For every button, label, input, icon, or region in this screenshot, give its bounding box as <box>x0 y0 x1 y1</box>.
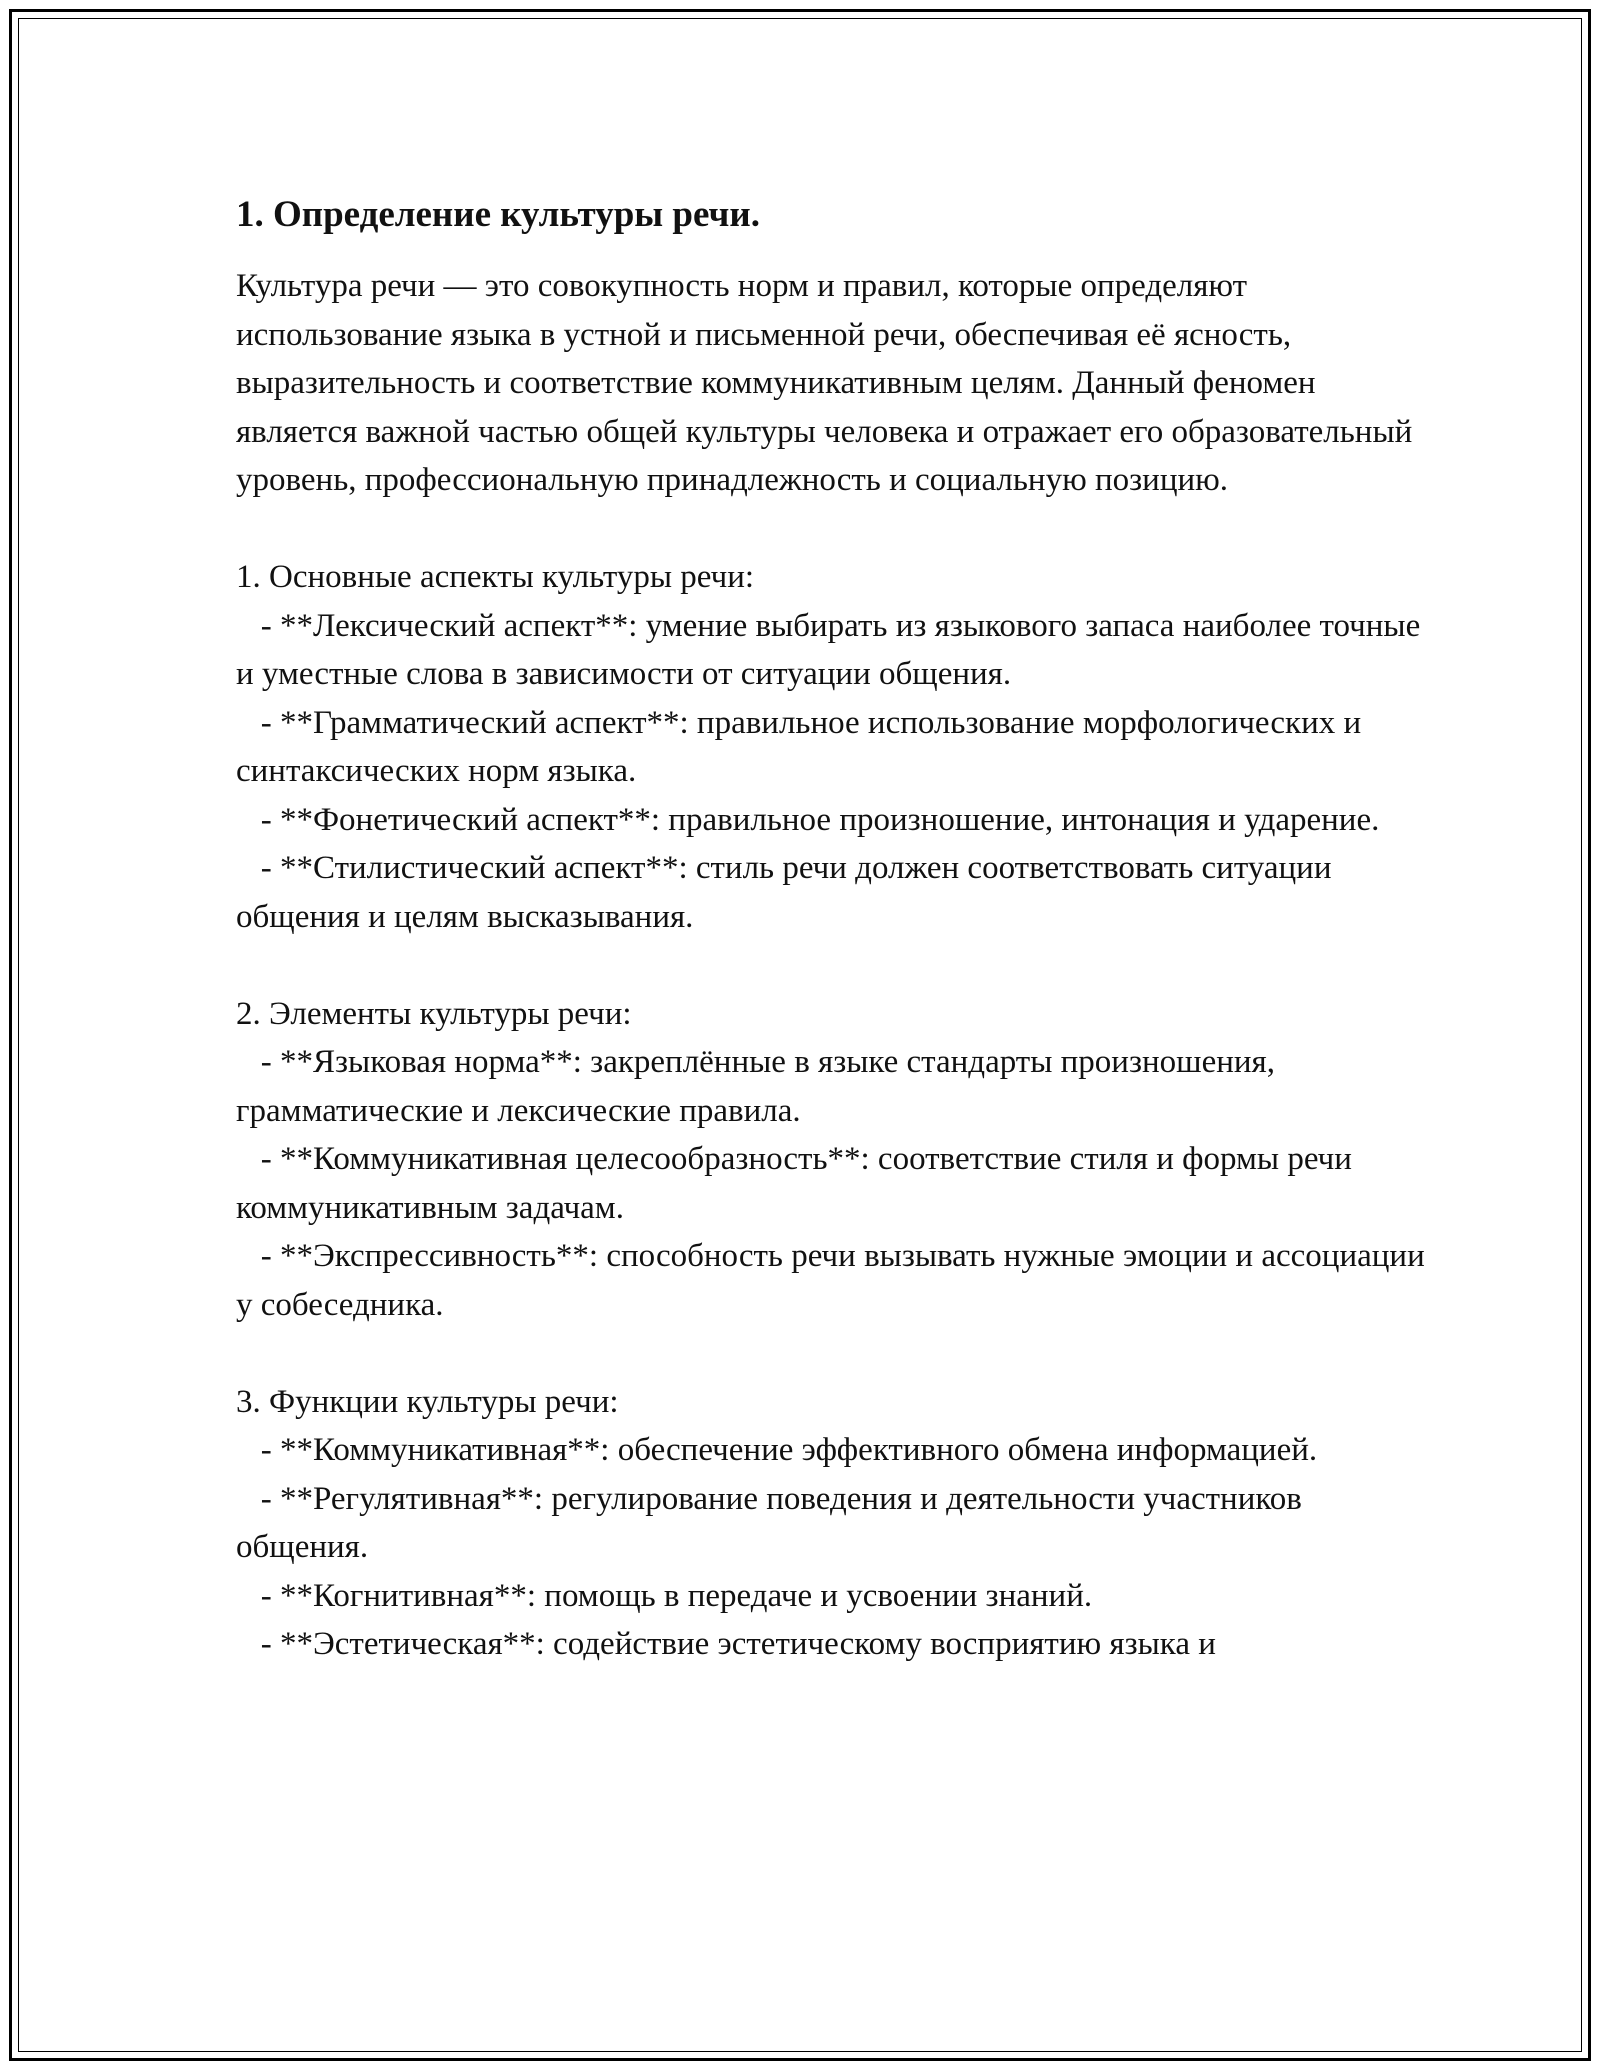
intro-paragraph: Культура речи — это совокупность норм и правил, которые определяют использование языка в устной и письменной речи, обеспечивая её ясность, выразительность и соответствие коммуникативным целям. Данный феномен является важной частью общей культуры человека и отражает его образовательный уровень, профессиональную принадлежность и социальную позицию. <box>236 268 1421 498</box>
section-title: 2. Элементы культуры речи: <box>236 995 632 1032</box>
list-item <box>236 1426 1426 1475</box>
list-item-text: - **Языковая норма**: закреплённые в языке стандарты произношения, грамматические и лексические правила. <box>236 1044 1284 1129</box>
list-item <box>236 1475 1426 1572</box>
document-page <box>9 9 1591 2061</box>
list-item <box>236 1038 1426 1135</box>
list-item-text: - **Коммуникативная целесообразность**: соответствие стиля и формы речи коммуникативным задачам. <box>236 1141 1361 1226</box>
list-item <box>236 1620 1426 1669</box>
list-item <box>236 844 1426 941</box>
list-item-text: - **Стилистический аспект**: стиль речи должен соответствовать ситуации общения и целям высказывания. <box>236 850 1340 935</box>
list-item <box>236 1572 1426 1621</box>
list-item-text: - **Фонетический аспект**: правильное произношение, интонация и ударение. <box>260 801 1380 838</box>
document-content <box>236 190 1433 1669</box>
list-item-text: - **Грамматический аспект**: правильное использование морфологических и синтаксических норм языка. <box>236 704 1370 789</box>
list-item <box>236 602 1429 699</box>
list-item-text: - **Эстетическая**: содействие эстетическому восприятию языка и <box>260 1626 1216 1662</box>
list-item <box>236 1232 1433 1329</box>
list-item <box>236 796 1426 845</box>
section-functions <box>236 1378 1426 1669</box>
list-item-text: - **Когнитивная**: помощь в передаче и усвоении знаний. <box>260 1577 1093 1614</box>
list-item-text: - **Коммуникативная**: обеспечение эффективного обмена информацией. <box>260 1432 1318 1468</box>
section-aspects <box>236 553 1429 941</box>
section-title: 1. Основные аспекты культуры речи: <box>236 559 755 595</box>
list-item-text: - **Регулятивная**: регулирование поведения и деятельности участников общения. <box>236 1480 1311 1565</box>
list-item <box>236 1135 1426 1232</box>
document-heading: 1. Определение культуры речи. <box>236 194 760 235</box>
section-elements <box>236 990 1433 1330</box>
list-item-text: - **Экспрессивность**: способность речи вызывать нужные эмоции и ассоциации у собеседника. <box>236 1238 1433 1323</box>
list-item-text: - **Лексический аспект**: умение выбирать из языкового запаса наиболее точные и уместные слова в зависимости от ситуации общения. <box>236 607 1429 692</box>
list-item <box>236 699 1426 796</box>
section-title: 3. Функции культуры речи: <box>236 1383 619 1420</box>
